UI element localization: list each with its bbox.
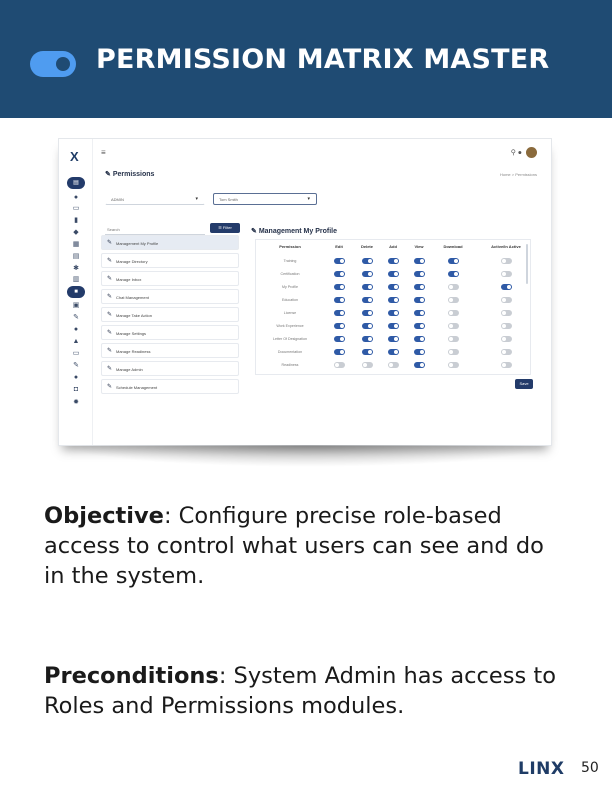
preconditions-label: Preconditions (44, 663, 219, 689)
network-icon[interactable]: ✱ (73, 265, 79, 272)
breadcrumb: Home > Permissions (499, 172, 537, 177)
permission-toggle[interactable] (362, 258, 373, 264)
header-banner (0, 0, 612, 118)
clipboard-icon[interactable]: ▣ (72, 302, 80, 309)
matrix-header: Permission (279, 244, 301, 249)
chevron-down-icon: ▾ (307, 196, 310, 202)
permission-toggle[interactable] (388, 297, 399, 303)
permissions-title: ✎ Permissions (105, 171, 155, 178)
objective-paragraph (44, 501, 564, 591)
permission-toggle[interactable] (334, 297, 345, 303)
permission-toggle[interactable] (388, 310, 399, 316)
permissions-title-text: Permissions (112, 171, 155, 178)
permission-toggle[interactable] (362, 336, 373, 342)
permission-toggle[interactable] (362, 362, 373, 368)
objective-text: : Configure precise role-based access to control what users can see and do in the system. (44, 503, 544, 589)
matrix-header: Active/In Active (491, 244, 521, 249)
permission-toggle[interactable] (414, 258, 425, 264)
matrix-scrollbar[interactable] (526, 244, 528, 284)
wrench-icon: ✎ (107, 258, 113, 264)
user-select[interactable] (213, 193, 317, 205)
module-item[interactable] (101, 235, 239, 250)
module-item[interactable] (101, 343, 239, 358)
matrix-title-text: Management My Profile (258, 228, 337, 235)
permission-toggle[interactable] (448, 258, 459, 264)
role-select[interactable] (105, 193, 205, 205)
permission-toggle[interactable] (501, 362, 512, 368)
permission-toggle[interactable] (334, 310, 345, 316)
permission-toggle[interactable] (414, 310, 425, 316)
page-number: 50 (581, 760, 599, 776)
permission-toggle[interactable] (501, 271, 512, 277)
card-icon[interactable]: ▭ (72, 350, 80, 357)
user-select-value: Tom Smith (219, 197, 238, 202)
permission-toggle[interactable] (362, 310, 373, 316)
matrix-title: ✎ Management My Profile (251, 228, 337, 235)
permission-toggle[interactable] (334, 284, 345, 290)
chat-icon[interactable]: ◆ (73, 229, 79, 236)
module-item[interactable] (101, 307, 239, 322)
permission-toggle[interactable] (448, 323, 459, 329)
permission-toggle[interactable] (501, 310, 512, 316)
wrench-icon: ✎ (107, 312, 113, 318)
filter-label: Filter (222, 225, 232, 230)
permission-toggle[interactable] (362, 323, 373, 329)
chart-icon[interactable]: ▮ (74, 217, 78, 224)
menu-icon[interactable]: ≡ (101, 148, 106, 157)
permission-toggle[interactable] (388, 336, 399, 342)
lock-icon[interactable]: ■ (67, 286, 85, 298)
permission-toggle[interactable] (501, 297, 512, 303)
objective-label: Objective (44, 503, 164, 529)
permission-toggle[interactable] (414, 362, 425, 368)
calendar-icon[interactable]: ▦ (72, 241, 80, 248)
permission-toggle[interactable] (501, 336, 512, 342)
sidebar-nav (59, 139, 93, 446)
topbar-actions (511, 147, 537, 158)
permission-toggle[interactable] (362, 349, 373, 355)
module-item[interactable] (101, 271, 239, 286)
permission-toggle[interactable] (501, 323, 512, 329)
user-icon[interactable]: ● (73, 194, 79, 201)
module-item[interactable] (101, 253, 239, 268)
toggle-knob (56, 57, 70, 71)
matrix-row-label: Education (282, 298, 298, 302)
page-title: PERMISSION MATRIX MASTER (96, 44, 550, 75)
permission-toggle[interactable] (362, 284, 373, 290)
permission-toggle[interactable] (448, 362, 459, 368)
permission-toggle[interactable] (388, 284, 399, 290)
camera-icon[interactable]: ◘ (73, 386, 79, 393)
brand-logo: LINX (518, 759, 565, 779)
matrix-row-label: Work Experience (276, 324, 304, 328)
module-item-label: Manage Directory (116, 259, 148, 264)
permission-toggle[interactable] (362, 271, 373, 277)
permission-toggle[interactable] (388, 349, 399, 355)
matrix-row-label: Documentation (277, 350, 303, 354)
permission-toggle[interactable] (334, 362, 345, 368)
permission-toggle[interactable] (501, 284, 512, 290)
permission-toggle[interactable] (362, 297, 373, 303)
role-select-value: ADMIN (111, 197, 124, 202)
matrix-header: Edit (335, 244, 343, 249)
module-item[interactable] (101, 361, 239, 376)
avatar[interactable] (526, 147, 537, 158)
module-item[interactable] (101, 289, 239, 304)
matrix-header: Add (389, 244, 397, 249)
filter-button[interactable]: ☰ Filter (210, 223, 240, 233)
wrench-icon: ✎ (107, 348, 113, 354)
permission-toggle[interactable] (448, 349, 459, 355)
wrench-icon: ✎ (107, 366, 113, 372)
matrix-row-label: Training (283, 259, 297, 263)
module-item-label: Manage Settings (116, 331, 147, 336)
chevron-down-icon: ▾ (195, 196, 198, 202)
module-item-label: Manage Inbox (116, 277, 142, 282)
preconditions-paragraph (44, 661, 564, 721)
page-header (93, 165, 552, 185)
matrix-row-label: Letter Of Designation (273, 337, 307, 341)
permission-toggle[interactable] (448, 336, 459, 342)
module-item-label: Manage Readiness (116, 349, 151, 354)
matrix-header: Delete (360, 244, 373, 249)
permission-toggle[interactable] (334, 349, 345, 355)
group-icon[interactable]: ● (73, 374, 79, 381)
module-item-label: Chat Management (116, 295, 149, 300)
permission-toggle[interactable] (388, 362, 399, 368)
inbox-icon[interactable]: ▭ (72, 205, 80, 212)
save-button[interactable]: Save (515, 379, 533, 389)
dashboard-icon[interactable]: ▤ (67, 177, 85, 189)
gear-icon[interactable]: ✹ (73, 399, 79, 406)
matrix-header: View (414, 244, 424, 249)
permission-toggle[interactable] (388, 258, 399, 264)
document-icon[interactable]: ▤ (72, 253, 80, 260)
permission-toggle[interactable] (448, 271, 459, 277)
permission-toggle[interactable] (414, 323, 425, 329)
wrench-icon[interactable]: ✎ (73, 314, 79, 321)
module-item[interactable] (101, 379, 239, 394)
module-item[interactable] (101, 325, 239, 340)
permission-toggle[interactable] (414, 297, 425, 303)
app-topbar (93, 139, 552, 165)
edit-icon[interactable]: ✎ (73, 362, 79, 369)
module-item-label: Management My Profile (116, 241, 159, 246)
matrix-row-label: Certification (280, 272, 300, 276)
permission-toggle[interactable] (388, 323, 399, 329)
toggle-on-icon (30, 51, 76, 77)
module-item-label: Schedule Management (116, 385, 158, 390)
permission-toggle[interactable] (334, 323, 345, 329)
app-logo: X (70, 149, 79, 164)
permission-toggle[interactable] (334, 258, 345, 264)
search-input[interactable]: Search (105, 223, 205, 235)
matrix-row-label: My Profile (282, 285, 298, 289)
wrench-icon: ✎ (107, 276, 113, 282)
preconditions-text: : System Admin has access to Roles and Permissions modules. (44, 663, 556, 719)
module-item-label: Manage Admin (116, 367, 143, 372)
permission-toggle[interactable] (388, 271, 399, 277)
wrench-icon: ✎ (107, 384, 113, 390)
permission-toggle[interactable] (414, 349, 425, 355)
matrix-header: Download (443, 244, 463, 249)
permission-toggle[interactable] (501, 258, 512, 264)
file-icon[interactable]: ▥ (72, 276, 80, 283)
matrix-row-label: License (283, 311, 297, 315)
permission-toggle[interactable] (414, 271, 425, 277)
module-item-label: Manage Take Action (116, 313, 152, 318)
permission-toggle[interactable] (448, 284, 459, 290)
permission-toggle[interactable] (334, 336, 345, 342)
screenshot-shadow (62, 445, 552, 467)
permission-toggle[interactable] (414, 284, 425, 290)
permission-toggle[interactable] (334, 271, 345, 277)
wrench-icon: ✎ (107, 240, 113, 246)
notification-icons[interactable]: ⚲ ● (510, 149, 522, 157)
wrench-icon: ✎ (107, 330, 113, 336)
matrix-row-label: Readiness (281, 363, 299, 367)
permission-toggle[interactable] (448, 310, 459, 316)
app-screenshot (58, 138, 552, 446)
team-icon[interactable]: ● (73, 326, 79, 333)
permission-matrix (255, 239, 531, 375)
permission-toggle[interactable] (414, 336, 425, 342)
wrench-icon: ✎ (107, 294, 113, 300)
permission-toggle[interactable] (448, 297, 459, 303)
person-icon[interactable]: ▲ (72, 338, 80, 345)
permission-toggle[interactable] (501, 349, 512, 355)
